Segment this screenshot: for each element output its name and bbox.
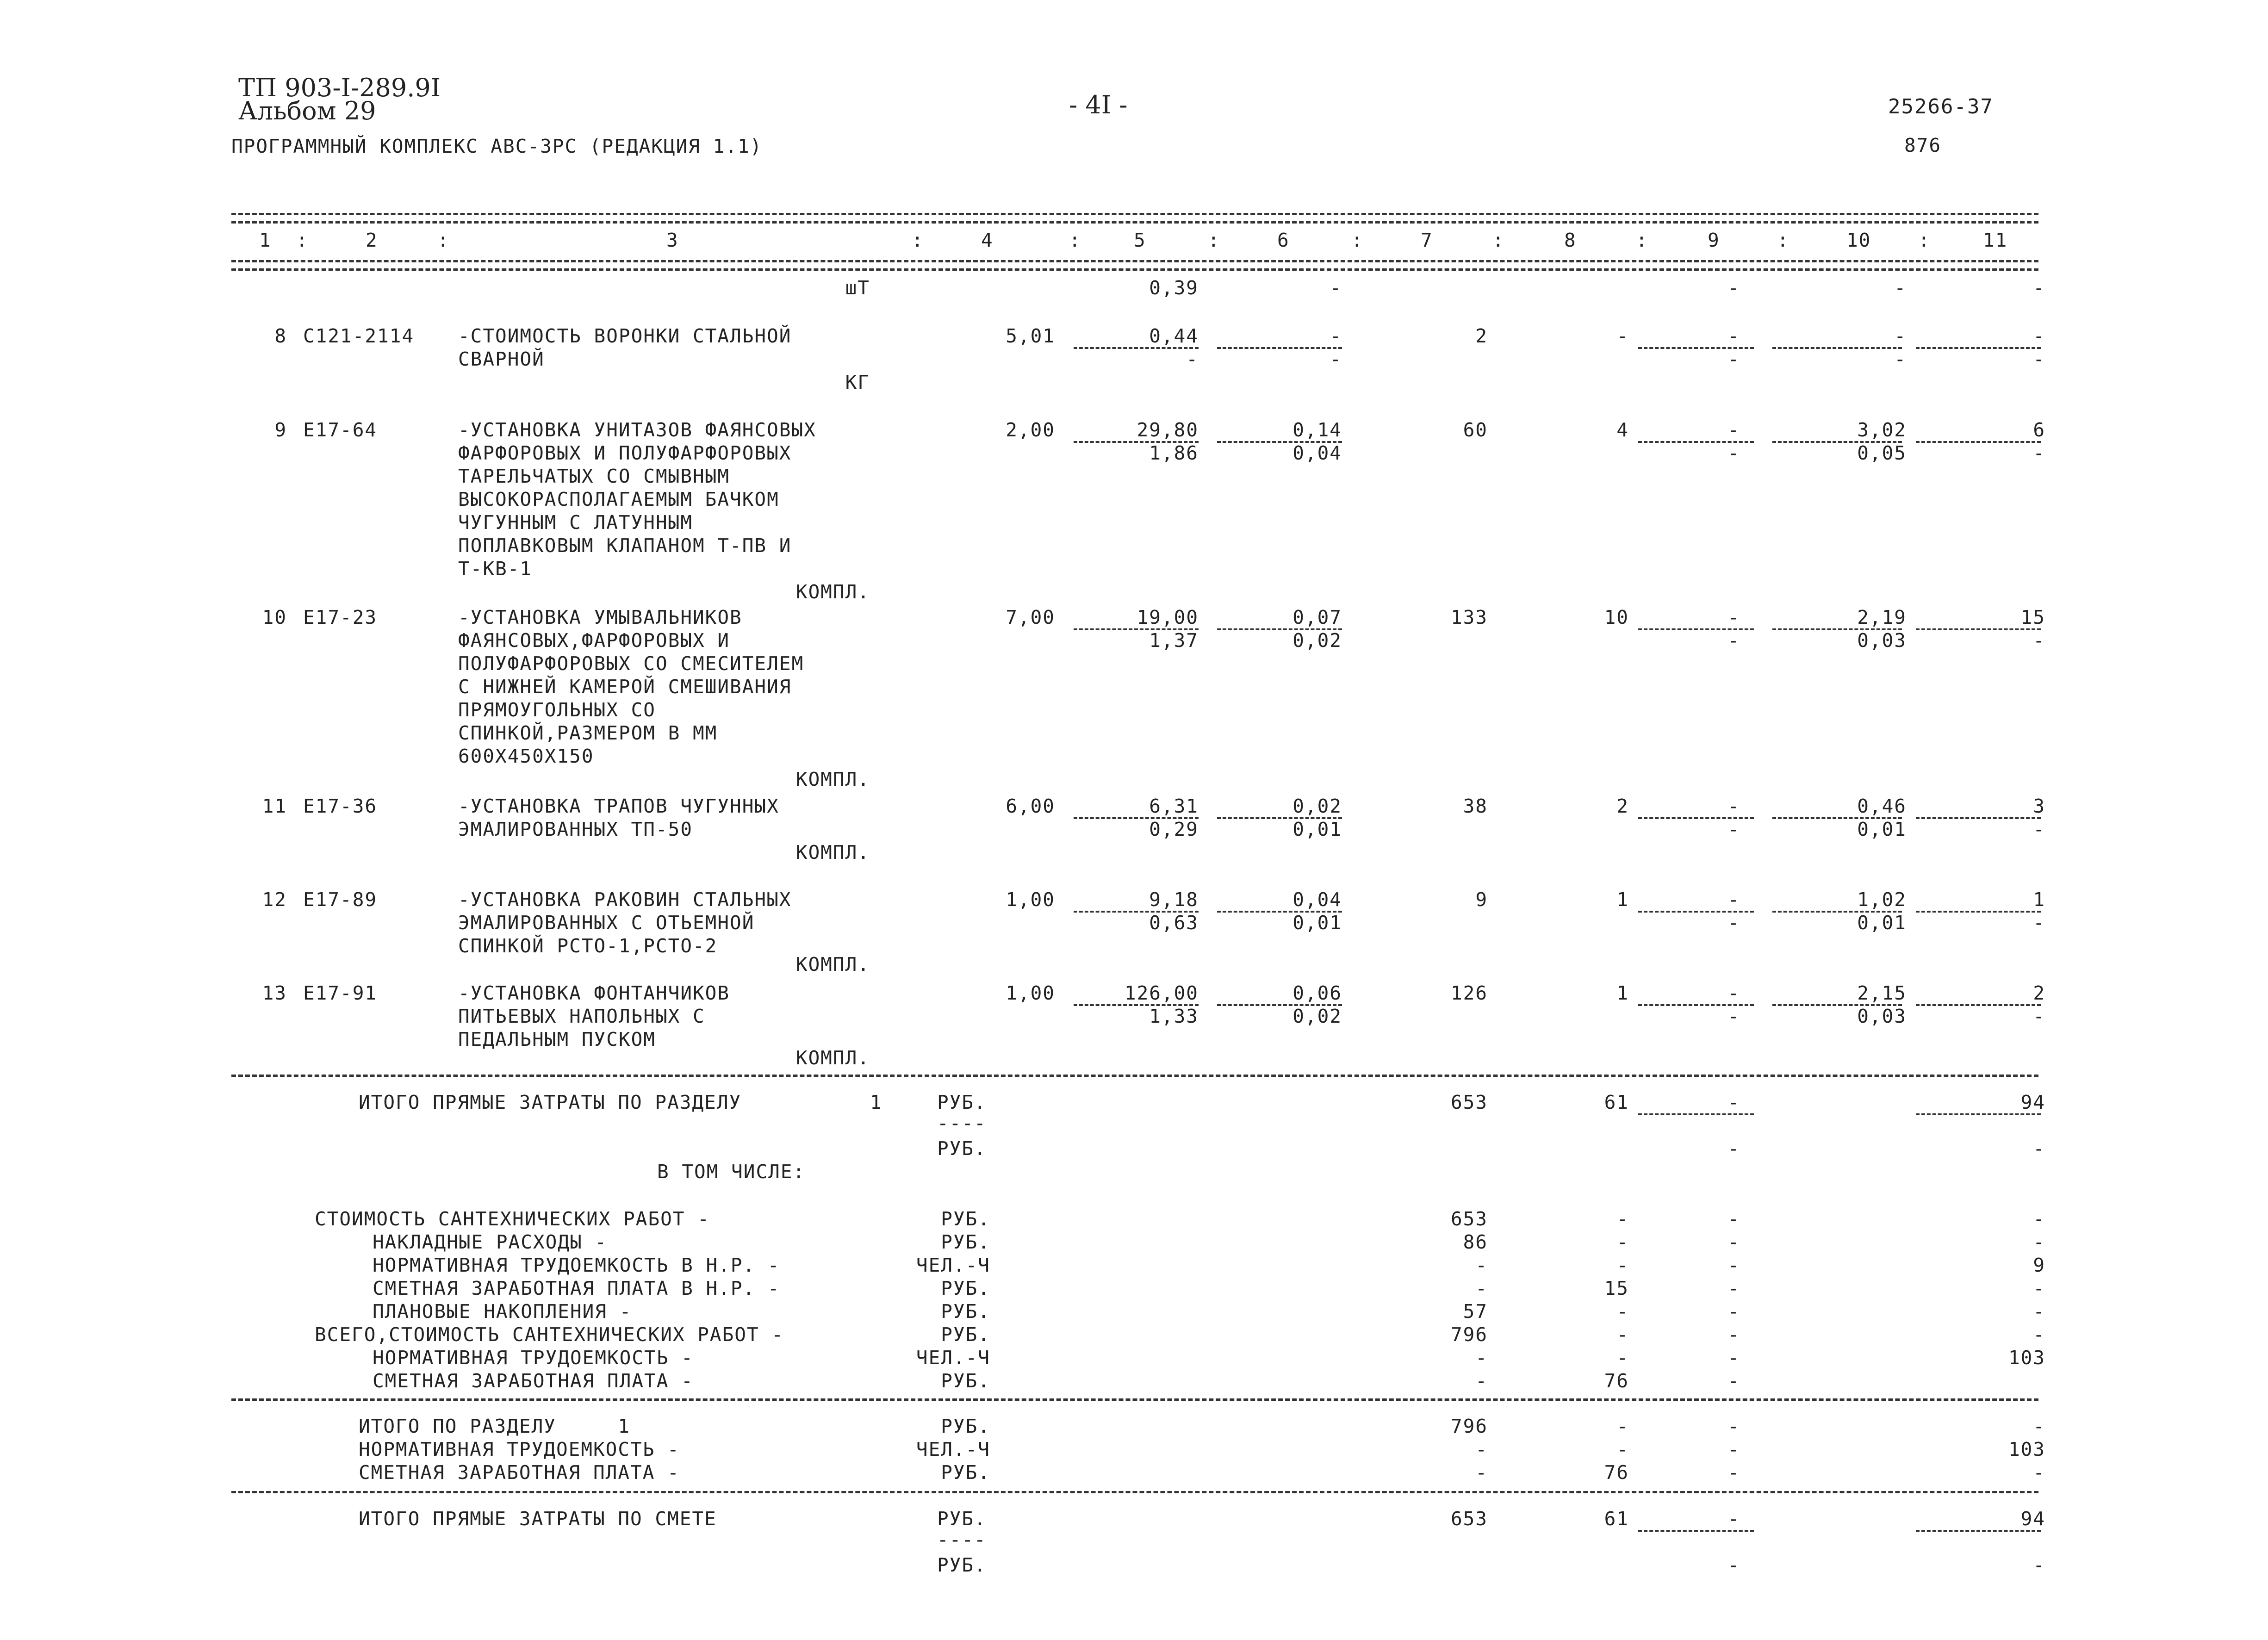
value-c8: - bbox=[1616, 1438, 1629, 1460]
value-c9: - bbox=[1727, 888, 1740, 911]
column-divider: : bbox=[1918, 229, 1931, 251]
unit: РУБ. bbox=[937, 1554, 987, 1576]
summary-label: ПЛАНОВЫЕ НАКОПЛЕНИЯ - bbox=[373, 1300, 632, 1323]
value-c11: 94 bbox=[2020, 1508, 2045, 1530]
work-description: ФАРФОРОВЫХ И ПОЛУФАРФОРОВЫХ bbox=[458, 442, 792, 464]
dashed-separator bbox=[1074, 347, 1199, 349]
row-number: 12 bbox=[262, 888, 287, 911]
work-description: ПОЛУФАРФОРОВЫХ СО СМЕСИТЕЛЕМ bbox=[458, 652, 804, 675]
value-c11: - bbox=[2033, 1208, 2045, 1230]
value-c6: - bbox=[1330, 277, 1342, 299]
value-c10: - bbox=[1894, 277, 1907, 299]
value-c11: - bbox=[2033, 1415, 2045, 1437]
value-c8: 61 bbox=[1604, 1508, 1629, 1530]
value-c7: 796 bbox=[1450, 1415, 1488, 1437]
value-c7: 60 bbox=[1463, 419, 1488, 441]
work-description: СПИНКОЙ РСТО-1,РСТО-2 bbox=[458, 935, 718, 957]
column-divider: : bbox=[1492, 229, 1505, 251]
value-c5b: 1,37 bbox=[1149, 629, 1199, 652]
work-description: Т-КВ-1 bbox=[458, 558, 533, 580]
value-c9: - bbox=[1727, 325, 1740, 347]
value-c11b: - bbox=[2033, 1137, 2045, 1160]
value-c10b: 0,03 bbox=[1857, 1005, 1907, 1027]
column-header-2: 2 bbox=[366, 229, 378, 251]
value-c11: - bbox=[2033, 325, 2045, 347]
summary-label: НОРМАТИВНАЯ ТРУДОЕМКОСТЬ - bbox=[373, 1347, 694, 1369]
column-divider: : bbox=[296, 229, 309, 251]
unit: РУБ. bbox=[941, 1323, 990, 1346]
value-c9: - bbox=[1727, 1208, 1740, 1230]
unit: ЧЕЛ.-Ч bbox=[916, 1438, 990, 1460]
value-c5b: - bbox=[1186, 348, 1199, 370]
value-c11: - bbox=[2033, 1323, 2045, 1346]
work-description: ПЕДАЛЬНЫМ ПУСКОМ bbox=[458, 1028, 656, 1050]
including-heading: В ТОМ ЧИСЛЕ: bbox=[657, 1161, 806, 1183]
unit: РУБ. bbox=[941, 1300, 990, 1323]
total-label: ИТОГО ПРЯМЫЕ ЗАТРАТЫ ПО РАЗДЕЛУ bbox=[359, 1091, 742, 1113]
value-c11: - bbox=[2033, 1231, 2045, 1253]
value-c9b: - bbox=[1727, 1554, 1740, 1576]
value-c6: 0,02 bbox=[1292, 795, 1342, 817]
value-c10: 0,46 bbox=[1857, 795, 1907, 817]
value-c11: 2 bbox=[2033, 982, 2045, 1004]
column-divider: : bbox=[1777, 229, 1790, 251]
value-c11b: - bbox=[2033, 912, 2045, 934]
value-c9: - bbox=[1727, 1508, 1740, 1530]
value-c9b: - bbox=[1727, 442, 1740, 464]
rate-code: Е17-64 bbox=[303, 419, 378, 441]
work-description: ПРЯМОУГОЛЬНЫХ СО bbox=[458, 699, 656, 721]
value-c9: - bbox=[1727, 1323, 1740, 1346]
summary-label: СТОИМОСТЬ САНТЕХНИЧЕСКИХ РАБОТ - bbox=[315, 1208, 710, 1230]
value-c11: 6 bbox=[2033, 419, 2045, 441]
value-c11: 103 bbox=[2008, 1438, 2045, 1460]
value-c6b: 0,02 bbox=[1292, 1005, 1342, 1027]
value-c11b: - bbox=[2033, 348, 2045, 370]
value-c10: 1,02 bbox=[1857, 888, 1907, 911]
unit: КОМПЛ. bbox=[795, 953, 870, 975]
value-c7: - bbox=[1475, 1254, 1488, 1276]
value-c9b: - bbox=[1727, 1137, 1740, 1160]
value-c10b: 0,01 bbox=[1857, 912, 1907, 934]
value-c6: - bbox=[1330, 325, 1342, 347]
rate-code: Е17-89 bbox=[303, 888, 378, 911]
column-header-3: 3 bbox=[666, 229, 679, 251]
work-description: ВЫСОКОРАСПОЛАГАЕМЫМ БАЧКОМ bbox=[458, 488, 779, 510]
dashed-separator bbox=[1638, 1113, 1754, 1115]
value-c9: - bbox=[1727, 1277, 1740, 1299]
unit: РУБ. bbox=[937, 1091, 987, 1113]
value-c8: 10 bbox=[1604, 606, 1629, 628]
value-c9: - bbox=[1727, 982, 1740, 1004]
value-c5b: 0,29 bbox=[1149, 818, 1199, 840]
value-c8: 61 bbox=[1604, 1091, 1629, 1113]
value-c9: - bbox=[1727, 419, 1740, 441]
value-c4: 1,00 bbox=[1006, 888, 1055, 911]
stamp-number: 25266-37 bbox=[1888, 95, 1994, 118]
unit: шТ bbox=[845, 277, 870, 299]
column-header-1: 1 bbox=[259, 229, 272, 251]
value-c8: 1 bbox=[1616, 888, 1629, 911]
value-c9: - bbox=[1727, 1091, 1740, 1113]
value-c7: 9 bbox=[1475, 888, 1488, 911]
value-c10: 3,02 bbox=[1857, 419, 1907, 441]
value-c5b: 0,63 bbox=[1149, 912, 1199, 934]
value-c10: 2,15 bbox=[1857, 982, 1907, 1004]
value-c6: 0,04 bbox=[1292, 888, 1342, 911]
row-number: 10 bbox=[262, 606, 287, 628]
value-c7: 126 bbox=[1450, 982, 1488, 1004]
section-total-label: ИТОГО ПО РАЗДЕЛУ 1 bbox=[359, 1415, 631, 1437]
rate-code: Е17-91 bbox=[303, 982, 378, 1004]
value-c7: - bbox=[1475, 1347, 1488, 1369]
grand-total-label: ИТОГО ПРЯМЫЕ ЗАТРАТЫ ПО СМЕТЕ bbox=[359, 1508, 717, 1530]
summary-label: ВСЕГО,СТОИМОСТЬ САНТЕХНИЧЕСКИХ РАБОТ - bbox=[315, 1323, 784, 1346]
value-c5: 19,00 bbox=[1137, 606, 1199, 628]
value-c11: 3 bbox=[2033, 795, 2045, 817]
unit: РУБ. bbox=[941, 1277, 990, 1299]
value-c9: - bbox=[1727, 1370, 1740, 1392]
value-c11: 103 bbox=[2008, 1347, 2045, 1369]
value-c7: - bbox=[1475, 1277, 1488, 1299]
value-c9: - bbox=[1727, 606, 1740, 628]
section-total-rule bbox=[231, 1075, 2038, 1077]
summary-label: СМЕТНАЯ ЗАРАБОТНАЯ ПЛАТА - bbox=[373, 1370, 694, 1392]
section-total-label: НОРМАТИВНАЯ ТРУДОЕМКОСТЬ - bbox=[359, 1438, 680, 1460]
dashed-separator bbox=[1916, 628, 2041, 630]
work-description: -УСТАНОВКА ТРАПОВ ЧУГУННЫХ bbox=[458, 795, 779, 817]
value-c7: - bbox=[1475, 1370, 1488, 1392]
doc-code: ТП 903-I-289.9I bbox=[238, 73, 441, 102]
album: Альбом 29 bbox=[238, 96, 376, 125]
value-c6b: 0,04 bbox=[1292, 442, 1342, 464]
dashed-separator bbox=[1916, 1530, 2041, 1532]
unit: РУБ. bbox=[941, 1415, 990, 1437]
work-description: СВАРНОЙ bbox=[458, 348, 545, 370]
value-c8: - bbox=[1616, 1415, 1629, 1437]
value-c9: - bbox=[1727, 277, 1740, 299]
value-c9: - bbox=[1727, 795, 1740, 817]
value-c8: - bbox=[1616, 1347, 1629, 1369]
value-c7: 86 bbox=[1463, 1231, 1488, 1253]
table-top-rule bbox=[231, 213, 2038, 215]
dashed-separator bbox=[1916, 1004, 2041, 1006]
work-description: СПИНКОЙ,РАЗМЕРОМ В ММ bbox=[458, 722, 718, 744]
summary-label: СМЕТНАЯ ЗАРАБОТНАЯ ПЛАТА В Н.Р. - bbox=[373, 1277, 780, 1299]
work-description: -УСТАНОВКА УНИТАЗОВ ФАЯНСОВЫХ bbox=[458, 419, 816, 441]
value-c11: 1 bbox=[2033, 888, 2045, 911]
value-c7: 2 bbox=[1475, 325, 1488, 347]
value-c9b: - bbox=[1727, 818, 1740, 840]
value-c6b: 0,02 bbox=[1292, 629, 1342, 652]
column-divider: : bbox=[1069, 229, 1081, 251]
value-c5: 0,44 bbox=[1149, 325, 1199, 347]
unit: КОМПЛ. bbox=[795, 768, 870, 790]
work-description: 600Х450Х150 bbox=[458, 745, 594, 767]
work-description: ЭМАЛИРОВАННЫХ С ОТЬЕМНОЙ bbox=[458, 912, 755, 934]
value-c8: 76 bbox=[1604, 1370, 1629, 1392]
value-c7: - bbox=[1475, 1438, 1488, 1460]
work-description: ПОПЛАВКОВЫМ КЛАПАНОМ Т-ПВ И bbox=[458, 534, 792, 557]
work-description: ЭМАЛИРОВАННЫХ ТП-50 bbox=[458, 818, 693, 840]
value-c7: 133 bbox=[1450, 606, 1488, 628]
value-c11b: - bbox=[2033, 1005, 2045, 1027]
unit: ЧЕЛ.-Ч bbox=[916, 1347, 990, 1369]
value-c5b: 1,86 bbox=[1149, 442, 1199, 464]
section-total-label: СМЕТНАЯ ЗАРАБОТНАЯ ПЛАТА - bbox=[359, 1461, 680, 1484]
value-c9: - bbox=[1727, 1254, 1740, 1276]
column-header-8: 8 bbox=[1564, 229, 1577, 251]
column-header-5: 5 bbox=[1134, 229, 1146, 251]
unit: РУБ. bbox=[937, 1508, 987, 1530]
column-header-9: 9 bbox=[1708, 229, 1720, 251]
separator-dash: ---- bbox=[937, 1528, 987, 1551]
value-c9: - bbox=[1727, 1461, 1740, 1484]
value-c8: - bbox=[1616, 1323, 1629, 1346]
value-c11: - bbox=[2033, 1277, 2045, 1299]
value-c5: 6,31 bbox=[1149, 795, 1199, 817]
unit: РУБ. bbox=[941, 1208, 990, 1230]
value-c8: 1 bbox=[1616, 982, 1629, 1004]
rate-code: Е17-23 bbox=[303, 606, 378, 628]
dashed-separator bbox=[1916, 347, 2041, 349]
value-c11: 9 bbox=[2033, 1254, 2045, 1276]
value-c8: - bbox=[1616, 1300, 1629, 1323]
value-c9: - bbox=[1727, 1300, 1740, 1323]
column-header-11: 11 bbox=[1983, 229, 2008, 251]
column-header-6: 6 bbox=[1277, 229, 1290, 251]
work-description: -УСТАНОВКА РАКОВИН СТАЛЬНЫХ bbox=[458, 888, 792, 911]
value-c6: 0,07 bbox=[1292, 606, 1342, 628]
value-c10b: 0,01 bbox=[1857, 818, 1907, 840]
value-c11: - bbox=[2033, 1461, 2045, 1484]
value-c9b: - bbox=[1727, 1005, 1740, 1027]
value-c7: - bbox=[1475, 1461, 1488, 1484]
value-c6b: 0,01 bbox=[1292, 818, 1342, 840]
value-c10b: 0,05 bbox=[1857, 442, 1907, 464]
rate-code: С121-2114 bbox=[303, 325, 415, 347]
column-divider: : bbox=[437, 229, 450, 251]
value-c8: - bbox=[1616, 1208, 1629, 1230]
section-number: 1 bbox=[870, 1091, 882, 1113]
summary-label: НОРМАТИВНАЯ ТРУДОЕМКОСТЬ В Н.Р. - bbox=[373, 1254, 780, 1276]
value-c7: 38 bbox=[1463, 795, 1488, 817]
value-c11b: - bbox=[2033, 1554, 2045, 1576]
unit: РУБ. bbox=[941, 1370, 990, 1392]
value-c11b: - bbox=[2033, 442, 2045, 464]
value-c11: - bbox=[2033, 1300, 2045, 1323]
dashed-separator bbox=[1638, 1530, 1754, 1532]
value-c6: 0,14 bbox=[1292, 419, 1342, 441]
column-divider: : bbox=[912, 229, 924, 251]
value-c9: - bbox=[1727, 1231, 1740, 1253]
value-c8: 76 bbox=[1604, 1461, 1629, 1484]
value-c9b: - bbox=[1727, 348, 1740, 370]
page-number: - 4I - bbox=[1069, 90, 1128, 119]
dashed-separator bbox=[1772, 347, 1902, 349]
unit: КГ bbox=[845, 371, 870, 393]
unit: РУБ. bbox=[941, 1461, 990, 1484]
work-description: ЧУГУННЫМ С ЛАТУННЫМ bbox=[458, 511, 693, 534]
value-c5: 126,00 bbox=[1124, 982, 1199, 1004]
rate-code: Е17-36 bbox=[303, 795, 378, 817]
row-number: 11 bbox=[262, 795, 287, 817]
column-divider: : bbox=[1351, 229, 1364, 251]
value-c10: 2,19 bbox=[1857, 606, 1907, 628]
unit: РУБ. bbox=[937, 1137, 987, 1160]
value-c7: 653 bbox=[1450, 1091, 1488, 1113]
value-c9b: - bbox=[1727, 912, 1740, 934]
value-c10b: - bbox=[1894, 348, 1907, 370]
header-bottom-rule bbox=[231, 260, 2038, 262]
value-c11: 15 bbox=[2020, 606, 2045, 628]
value-c10b: 0,03 bbox=[1857, 629, 1907, 652]
unit: КОМПЛ. bbox=[795, 1047, 870, 1069]
column-header-10: 10 bbox=[1846, 229, 1871, 251]
work-description: ФАЯНСОВЫХ,ФАРФОРОВЫХ И bbox=[458, 629, 730, 652]
work-description: С НИЖНЕЙ КАМЕРОЙ СМЕШИВАНИЯ bbox=[458, 676, 792, 698]
value-c7: 653 bbox=[1450, 1508, 1488, 1530]
value-c6b: - bbox=[1330, 348, 1342, 370]
value-c7: 57 bbox=[1463, 1300, 1488, 1323]
separator-dash: ---- bbox=[937, 1112, 987, 1134]
value-c5b: 1,33 bbox=[1149, 1005, 1199, 1027]
value-c7: 653 bbox=[1450, 1208, 1488, 1230]
value-c9b: - bbox=[1727, 629, 1740, 652]
column-divider: : bbox=[1208, 229, 1220, 251]
column-header-7: 7 bbox=[1421, 229, 1433, 251]
value-c8: 2 bbox=[1616, 795, 1629, 817]
column-divider: : bbox=[1636, 229, 1648, 251]
dashed-separator bbox=[1916, 817, 2041, 819]
value-c9: - bbox=[1727, 1415, 1740, 1437]
dashed-separator bbox=[1916, 441, 2041, 443]
row-number: 8 bbox=[274, 325, 287, 347]
work-description: -УСТАНОВКА УМЫВАЛЬНИКОВ bbox=[458, 606, 742, 628]
work-description: ТАРЕЛЬЧАТЫХ СО СМЫВНЫМ bbox=[458, 465, 730, 487]
unit: КОМПЛ. bbox=[795, 581, 870, 603]
value-c9: - bbox=[1727, 1438, 1740, 1460]
value-c7: 796 bbox=[1450, 1323, 1488, 1346]
table-top-rule-2 bbox=[231, 221, 2038, 224]
value-c4: 5,01 bbox=[1006, 325, 1055, 347]
work-description: ПИТЬЕВЫХ НАПОЛЬНЫХ С bbox=[458, 1005, 705, 1027]
value-c4: 1,00 bbox=[1006, 982, 1055, 1004]
value-c11: - bbox=[2033, 277, 2045, 299]
program-name: ПРОГРАММНЫЙ КОМПЛЕКС АВС-3РС (РЕДАКЦИЯ 1.1) bbox=[231, 135, 763, 157]
value-c10: - bbox=[1894, 325, 1907, 347]
value-c9: - bbox=[1727, 1347, 1740, 1369]
column-header-4: 4 bbox=[981, 229, 994, 251]
value-c8: 15 bbox=[1604, 1277, 1629, 1299]
dashed-separator bbox=[1217, 347, 1342, 349]
value-c8: - bbox=[1616, 1231, 1629, 1253]
dashed-separator bbox=[1916, 1113, 2041, 1115]
value-c6: 0,06 bbox=[1292, 982, 1342, 1004]
work-description: -СТОИМОСТЬ ВОРОНКИ СТАЛЬНОЙ bbox=[458, 325, 792, 347]
work-description: -УСТАНОВКА ФОНТАНЧИКОВ bbox=[458, 982, 730, 1004]
value-c11b: - bbox=[2033, 629, 2045, 652]
value-c11b: - bbox=[2033, 818, 2045, 840]
value-c5: 9,18 bbox=[1149, 888, 1199, 911]
value-c4: 6,00 bbox=[1006, 795, 1055, 817]
value-c5: 29,80 bbox=[1137, 419, 1199, 441]
sheet-number: 876 bbox=[1904, 134, 1942, 156]
value-c6b: 0,01 bbox=[1292, 912, 1342, 934]
header-bottom-rule-2 bbox=[231, 268, 2038, 271]
dashed-separator bbox=[1916, 911, 2041, 913]
row-number: 9 bbox=[274, 419, 287, 441]
value-c8: 4 bbox=[1616, 419, 1629, 441]
row-number: 13 bbox=[262, 982, 287, 1004]
value-c8: - bbox=[1616, 1254, 1629, 1276]
unit: КОМПЛ. bbox=[795, 841, 870, 863]
value-c8: - bbox=[1616, 325, 1629, 347]
value-c11: 94 bbox=[2020, 1091, 2045, 1113]
section-rule bbox=[231, 1398, 2038, 1401]
value-c4: 7,00 bbox=[1006, 606, 1055, 628]
unit: ЧЕЛ.-Ч bbox=[916, 1254, 990, 1276]
value-c4: 2,00 bbox=[1006, 419, 1055, 441]
summary-label: НАКЛАДНЫЕ РАСХОДЫ - bbox=[373, 1231, 607, 1253]
value-c5: 0,39 bbox=[1149, 277, 1199, 299]
grand-total-rule bbox=[231, 1491, 2038, 1493]
unit: РУБ. bbox=[941, 1231, 990, 1253]
